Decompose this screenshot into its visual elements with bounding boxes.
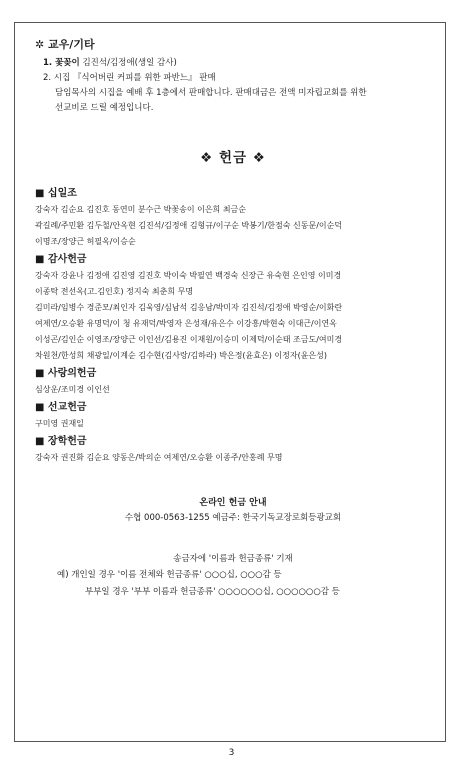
- names-line: 차원천/한성희 채광일/이계순 김수현(김사랑/김하라) 박은정(윤효은) 이정자(윤은성): [35, 351, 328, 360]
- flower-label: 1. 꽃꽂이: [43, 58, 80, 68]
- offering-title: ❖ 헌금 ❖: [200, 150, 266, 166]
- names-line: 심상운/조미경 이인선: [35, 385, 110, 394]
- offering-category-mission: [35, 400, 431, 432]
- flower-item: [35, 56, 431, 71]
- category-title: ■ 장학헌금: [35, 436, 87, 447]
- names-line: 구미영 권재일: [35, 419, 84, 428]
- category-title: ■ 선교헌금: [35, 402, 87, 413]
- poetry-desc-1: 담임목사의 시집을 예배 후 1층에서 판매합니다. 판매대금은 전액 미자립교회를 위한: [55, 88, 367, 98]
- online-offering-title: 온라인 헌금 안내: [199, 498, 267, 508]
- names-line: 김미라/임병수 경준모/최인자 김욱영/심남석 김응남/박미자 김진석/김정애 박영순/이화란: [35, 303, 343, 312]
- online-offering-account: 수협 000-0563-1255 예금주: 한국기독교장로회등광교회: [124, 513, 342, 523]
- depositor-example-individual: 예) 개인일 경우 '이름 전체와 헌금종류' ○○○십, ○○○감 등: [57, 570, 282, 580]
- page-frame: [14, 22, 446, 742]
- names-line: 곽길례/주민환 김두철/안옥현 김진석/김정애 김형규/이구순 박봉기/한점숙 신동문/이순덕: [35, 221, 343, 230]
- poetry-label: 2. 시집 『식어버린 커피를 위한 파반느』 판매: [43, 73, 216, 83]
- category-title: ■ 감사헌금: [35, 254, 87, 265]
- bulletin-content: [35, 37, 431, 601]
- category-title: ■ 십일조: [35, 188, 77, 199]
- offering-category-tithe: [35, 186, 431, 250]
- depositor-example-couple: 부부일 경우 '부부 이름과 헌금종류' ○○○○○○십, ○○○○○○감 등: [85, 587, 340, 597]
- depositor-note-title: 송금자에 '이름과 헌금종류' 기재: [173, 554, 293, 564]
- names-line: 이명조/장양근 허필옥/이승순: [35, 237, 136, 246]
- names-line: 강숙자 권진화 김순요 양동은/박의순 여제연/오승환 이종주/안홍례 무명: [35, 453, 283, 462]
- names-line: 강숙자 김순요 김진호 동연미 분수근 박꽃송이 이은희 최금순: [35, 205, 246, 214]
- misc-section-heading: ✲ 교우/기타: [35, 38, 95, 51]
- names-line: 이성곤/김인순 이영조/장양근 이인선/김용진 이재원/이승미 이제덕/이순태 조금도/여미경: [35, 335, 343, 344]
- names-line: 이종탁 전선옥(고.김인호) 정지숙 최춘희 무명: [35, 287, 194, 296]
- offering-category-scholarship: [35, 434, 431, 466]
- offering-category-love: [35, 366, 431, 398]
- poetry-item: [35, 71, 431, 86]
- poetry-desc-2: 선교비로 드릴 예정입니다.: [55, 103, 154, 113]
- names-line: 여제연/오승환 유명덕/이 청 유재덕/박영자 은성재/유은수 이강흥/박현숙 이대근/이연옥: [35, 319, 337, 328]
- category-title: ■ 사랑의헌금: [35, 368, 97, 379]
- page-number: 3: [228, 748, 235, 758]
- flower-text: 김진석/김정애(생일 감사): [82, 58, 177, 68]
- names-line: 강숙자 강윤나 김정애 김진영 김진호 박이숙 박필연 백경숙 신장근 유숙현 은인영 이미경: [35, 271, 342, 280]
- offering-category-thanks: [35, 252, 431, 364]
